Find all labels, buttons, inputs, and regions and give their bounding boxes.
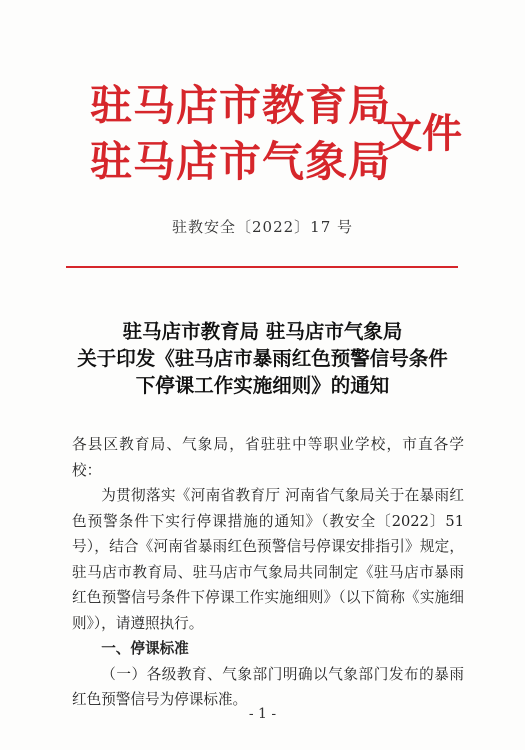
salutation: 各县区教育局、气象局，省驻驻中等职业学校，市直各学校： bbox=[72, 436, 464, 479]
document-type-label: 文件 bbox=[382, 111, 462, 157]
title-line-3: 下停课工作实施细则》的通知 bbox=[135, 374, 390, 397]
document-header bbox=[90, 82, 470, 200]
header-divider bbox=[66, 266, 458, 268]
document-title bbox=[0, 318, 525, 399]
page-number: - 1 - bbox=[248, 706, 277, 722]
issuer-meteorological-bureau: 驻马店市气象局 bbox=[90, 137, 392, 186]
title-line-2: 关于印发《驻马店市暴雨红色预警信号条件 bbox=[77, 347, 448, 370]
document-number: 驻教安全〔2022〕17 号 bbox=[171, 218, 354, 236]
section-heading: 一、停课标准 bbox=[101, 640, 189, 657]
body-paragraph: 为贯彻落实《河南省教育厅 河南省气象局关于在暴雨红色预警条件下实行停课措施的通知》（教安全〔2022〕51号），结合《河南省暴雨红色预警信号停课安排指引》规定，驻马店市教育局、驻马店市气象局共同制定《驻马店市暴雨红色预警信号条件下停课工作实施细则》（以下简称《实施细则》），请遵照执行。 bbox=[72, 487, 464, 632]
title-line-1: 驻马店市教育局 驻马店市气象局 bbox=[122, 320, 403, 343]
body-paragraph: （一）各级教育、气象部门明确以气象部门发布的暴雨红色预警信号为停课标准。 bbox=[72, 665, 464, 708]
document-body bbox=[72, 432, 464, 713]
issuer-education-bureau: 驻马店市教育局 bbox=[90, 81, 392, 130]
